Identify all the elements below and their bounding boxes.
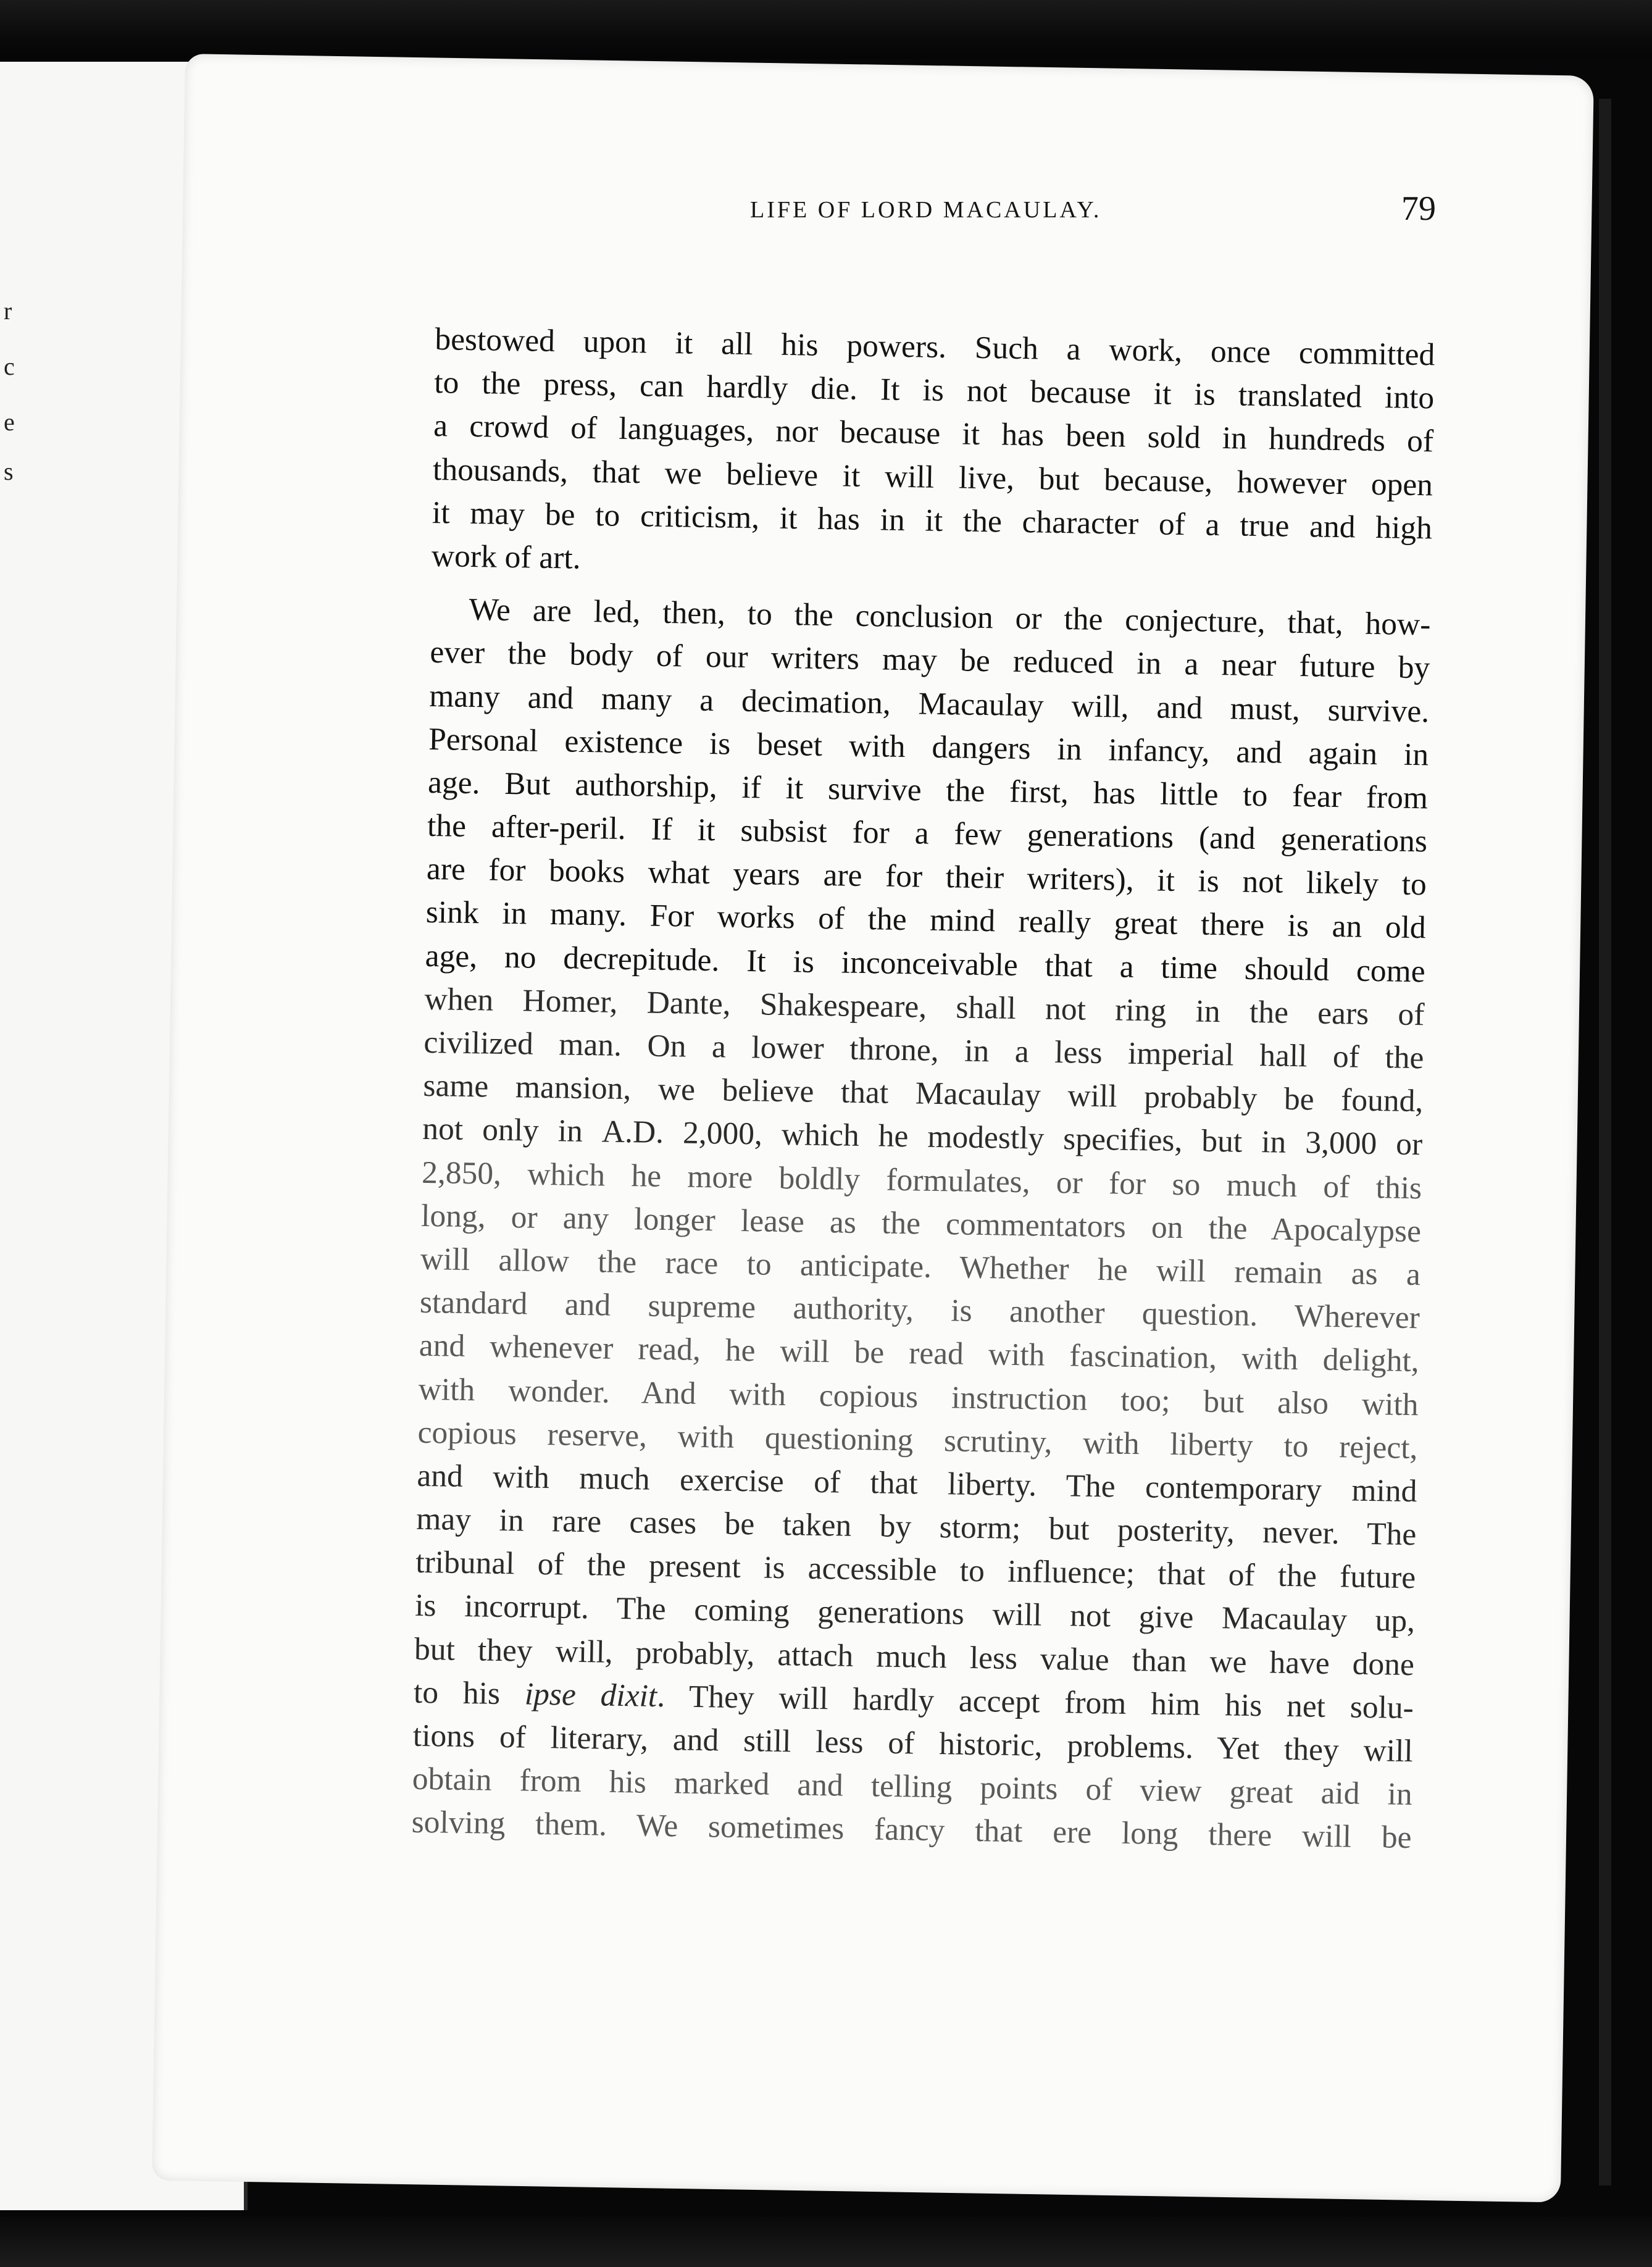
page-number: 79: [1401, 190, 1436, 228]
text-line: to the press, can hardly die. It is not because it is translated into: [433, 365, 1435, 416]
latin-phrase: ipse dixit: [524, 1676, 657, 1714]
text-segment: 2,000, which he modestly specifies, but in 3,000 or: [663, 1115, 1423, 1163]
text-line: is incorrupt. The coming generations will not give Macaulay up,: [414, 1588, 1416, 1639]
text-line: ever the body of our writers may be reduced in a near future by: [430, 635, 1430, 686]
text-line: but they will, probably, attach much less value than we have done: [414, 1631, 1415, 1682]
text-line: obtain from his marked and telling points of view great aid in: [412, 1761, 1413, 1813]
text-line: a crowd of languages, nor because it has been sold in hundreds of: [433, 408, 1434, 459]
text-line: We are led, then, to the conclusion or the conjecture, that, how-: [469, 592, 1431, 643]
text-line: the after-peril. If it subsist for a few generations (and generations: [427, 808, 1428, 859]
text-line: may in rare cases be taken by storm; but posterity, never. The: [415, 1501, 1417, 1553]
text-line: with wonder. And with copious instruction too; but also with: [418, 1371, 1419, 1422]
text-line: are for books what years are for their writers), it is not likely to: [426, 851, 1427, 903]
facing-page-fragment: e: [4, 408, 15, 436]
text-line: long, or any longer lease as the commentators on the Apocalypse: [420, 1198, 1422, 1250]
text-line: and with much exercise of that liberty. The contemporary mind: [417, 1458, 1417, 1509]
text-line: Personal existence is beset with dangers in infancy, and again in: [428, 721, 1429, 773]
text-line: same mansion, we believe that Macaulay will probably be found,: [423, 1068, 1424, 1119]
text-line: civilized man. On a lower throne, in a less imperial hall of the: [423, 1024, 1424, 1076]
text-line: 2,850, which he more boldly formulates, or for so much of this: [421, 1154, 1422, 1206]
page-body: [411, 318, 1435, 1860]
era-abbreviation: A.D.: [601, 1114, 664, 1151]
text-line: it may be to criticism, it has in it the character of a true and high: [432, 495, 1433, 546]
text-line: when Homer, Dante, Shakespeare, shall not ring in the ears of: [424, 981, 1425, 1033]
text-line: thousands, that we believe it will live, but because, however open: [432, 451, 1433, 503]
text-line: many and many a decimation, Macaulay will, and must, survive.: [428, 678, 1430, 729]
text-line: tribunal of the present is accessible to influence; that of the future: [415, 1545, 1416, 1596]
text-line: tions of literary, and still less of historic, problems. Yet they will: [412, 1718, 1414, 1769]
text-line: work of art.: [431, 538, 582, 576]
text-segment: to his: [413, 1674, 501, 1711]
text-line: solving them. We sometimes fancy that ere long there will be: [411, 1805, 1412, 1856]
page-shadow-edge: [1599, 99, 1611, 2186]
facing-page-fragment: c: [4, 353, 15, 380]
running-head: LIFE OF LORD MACAULAY.: [750, 197, 1102, 223]
text-line: standard and supreme authority, is another question. Wherever: [419, 1284, 1420, 1336]
text-line: bestowed upon it all his powers. Such a work, once committed: [435, 321, 1435, 373]
scan-border-bottom: [0, 2216, 1652, 2267]
scan-border-top: [0, 0, 1652, 59]
text-line: and whenever read, he will be read with fascination, with delight,: [419, 1328, 1420, 1379]
text-line: copious reserve, with questioning scrutiny, with liberty to reject,: [417, 1414, 1418, 1466]
text-line: age. But authorship, if it survive the first, has little to fear from: [427, 764, 1429, 816]
text-segment: . They will hardly accept from him his net solu-: [656, 1678, 1414, 1726]
text-line: will allow the race to anticipate. Whether he will remain as a: [420, 1241, 1421, 1293]
text-segment: not only in: [422, 1111, 583, 1150]
text-line: sink in many. For works of the mind really great there is an old: [425, 895, 1427, 946]
facing-page-fragment: r: [4, 297, 12, 325]
facing-page-fragment: s: [4, 457, 14, 485]
text-line: age, no decrepitude. It is inconceivable that a time should come: [425, 938, 1426, 989]
